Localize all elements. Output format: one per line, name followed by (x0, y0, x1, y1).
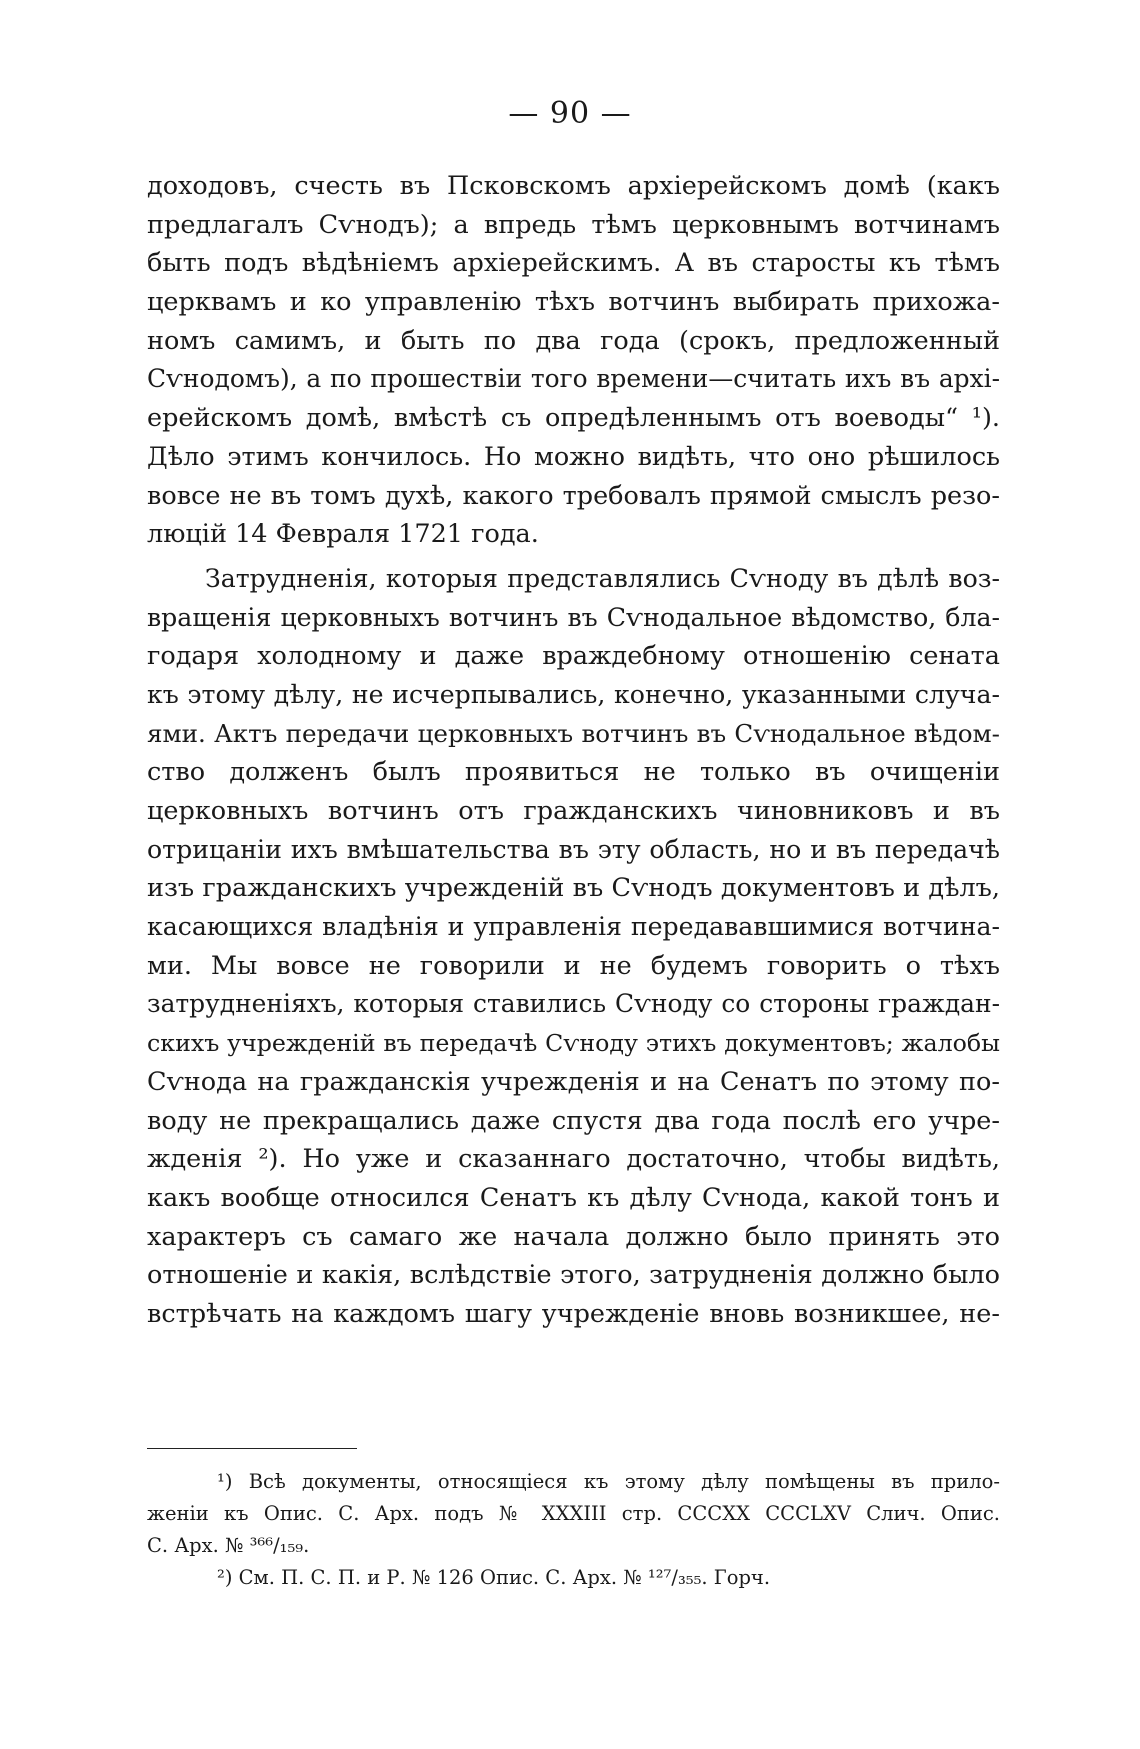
text-line: отрицаніи ихъ вмѣшательства въ эту область, но и въ передачѣ (147, 834, 1000, 864)
text-line: номъ самимъ, и быть по два года (срокъ, предложенный (147, 325, 1000, 356)
text-line: къ этому дѣлу, не исчерпывались, конечно, указанными случа- (147, 679, 1000, 709)
footnote-line: ²) См. П. С. П. и Р. № 126 Опис. С. Арх. № ¹²⁷/₃₅₅. Горч. (217, 1566, 771, 1589)
text-line: воду не прекращались даже спустя два года послѣ его учре- (147, 1105, 1000, 1136)
text-line: отношеніе и какія, вслѣдствіе этого, затрудненія должно было (147, 1260, 1000, 1291)
text-line: вовсе не въ томъ духѣ, какого требовалъ прямой смыслъ резо- (147, 480, 1000, 511)
paragraph (147, 167, 1000, 554)
text-line: Сѵнода на гражданскія учрежденія и на Сенатъ по этому по- (147, 1066, 1000, 1097)
footnote-line: ¹) Всѣ документы, относящіеся къ этому дѣлу помѣщены въ прило- (217, 1470, 1000, 1493)
text-line: годаря холодному и даже враждебному отношенію сената (147, 641, 1000, 672)
text-line: церковныхъ вотчинъ отъ гражданскихъ чиновниковъ и въ (147, 796, 1000, 826)
body-text (147, 167, 1000, 1334)
text-line: ями. Актъ передачи церковныхъ вотчинъ въ Сѵнодальное вѣдом- (147, 718, 1000, 748)
text-line: встрѣчать на каждомъ шагу учрежденіе вновь возникшее, не- (147, 1298, 1000, 1329)
text-line: какъ вообще относился Сенатъ къ дѣлу Сѵнода, какой тонъ и (147, 1182, 1000, 1213)
footnote-divider (147, 1448, 357, 1449)
paragraph (147, 560, 1000, 1334)
text-line: церквамъ и ко управленію тѣхъ вотчинъ выбирать прихожа- (147, 287, 1000, 318)
text-line: жденія ²). Но уже и сказаннаго достаточно, чтобы видѣть, (147, 1144, 1000, 1175)
footnote-line: С. Арх. № ³⁶⁶/₁₅₉. (147, 1534, 310, 1557)
footnotes (147, 1466, 1000, 1594)
text-line: быть подъ вѣдѣніемъ архіерейскимъ. А въ старосты къ тѣмъ (147, 248, 1000, 279)
text-line: касающихся владѣнія и управленія передававшимися вотчина- (147, 912, 1000, 942)
text-line: Сѵнодомъ), а по прошествіи того времени—считать ихъ въ архі- (147, 364, 1000, 394)
text-line: доходовъ, счесть въ Псковскомъ архіерейскомъ домѣ (какъ (147, 171, 1000, 201)
text-line: люцій 14 Февраля 1721 года. (147, 519, 539, 550)
footnote-line: женіи къ Опис. С. Арх. подъ № XXXIII стр. CCCXX CCCLXV Слич. Опис. (147, 1502, 1000, 1525)
text-line: вращенія церковныхъ вотчинъ въ Сѵнодальное вѣдомство, бла- (147, 602, 1000, 632)
text-line: характеръ съ самаго же начала должно было принять это (147, 1221, 1000, 1252)
footnote (147, 1466, 1000, 1562)
text-line: Затрудненія, которыя представлялись Сѵноду въ дѣлѣ воз- (205, 563, 1000, 593)
page-number: — 90 — (508, 96, 632, 131)
text-line: изъ гражданскихъ учрежденій въ Сѵнодъ документовъ и дѣлъ, (147, 873, 1000, 904)
text-line: ство долженъ былъ проявиться не только въ очищеніи (147, 757, 1000, 788)
text-line: ми. Мы вовсе не говорили и не будемъ говорить о тѣхъ (147, 950, 1000, 981)
text-line: Дѣло этимъ кончилось. Но можно видѣть, что оно рѣшилось (147, 441, 1000, 472)
text-line: скихъ учрежденій въ передачѣ Сѵноду этихъ документовъ; жалобы (147, 1029, 1000, 1058)
text-line: предлагалъ Сѵнодъ); а впредь тѣмъ церковнымъ вотчинамъ (147, 209, 1000, 240)
footnote (147, 1562, 1000, 1594)
text-line: затрудненіяхъ, которыя ставились Сѵноду со стороны граждан- (147, 989, 1000, 1019)
text-line: ерейскомъ домѣ, вмѣстѣ съ опредѣленнымъ отъ воеводы“ ¹). (147, 403, 1000, 434)
